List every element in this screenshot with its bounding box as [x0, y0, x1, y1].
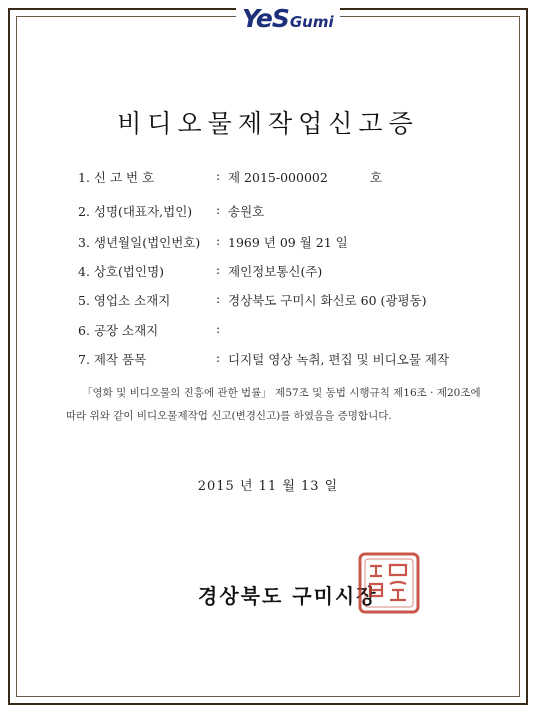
field-colon: :: [216, 168, 221, 183]
field-label: 5. 영업소 소재지: [78, 293, 171, 308]
field-value: 디지털 영상 녹취, 편집 및 비디오물 제작: [228, 352, 450, 367]
certificate-title: 비디오물제작업신고증: [117, 109, 419, 138]
field-label: 1. 신 고 번 호: [78, 170, 155, 185]
field-suffix: 호: [370, 170, 383, 185]
field-value: 경상북도 구미시 화신로 60 (광평동): [228, 293, 427, 308]
field-colon: :: [216, 233, 221, 248]
yesgumi-logo: [236, 4, 340, 34]
field-colon: :: [216, 262, 221, 277]
official-seal-stamp: [356, 550, 422, 616]
field-label: 6. 공장 소재지: [78, 323, 159, 338]
issue-date: 2015 년 11 월 13 일: [197, 479, 339, 494]
field-value: 제인정보통신(주): [228, 264, 323, 279]
certification-statement: 「영화 및 비디오물의 진흥에 관한 법률」 제57조 및 동법 시행규칙 제16조 · 제20조에 따라 위와 같이 비디오물제작업 신고(변경신고)를 하였음을 증명합니다.: [66, 387, 481, 422]
field-value: 1969 년 09 월 21 일: [228, 235, 348, 250]
field-colon: :: [216, 291, 221, 306]
issuer-name: 경상북도 구미시장: [198, 584, 378, 608]
field-value: 송원호: [228, 204, 265, 219]
field-colon: :: [216, 350, 221, 365]
field-label: 7. 제작 품목: [78, 352, 147, 367]
logo-gumi-text: Gumi: [289, 13, 334, 31]
field-value: 제 2015-000002: [228, 170, 328, 185]
field-label: 4. 상호(법인명): [78, 264, 165, 279]
field-label: 3. 생년월일(법인번호): [78, 235, 201, 250]
field-colon: :: [216, 202, 221, 217]
field-label: 2. 성명(대표자,법인): [78, 204, 193, 219]
logo-yes-text: YeS: [242, 4, 289, 33]
field-colon: :: [216, 321, 221, 336]
